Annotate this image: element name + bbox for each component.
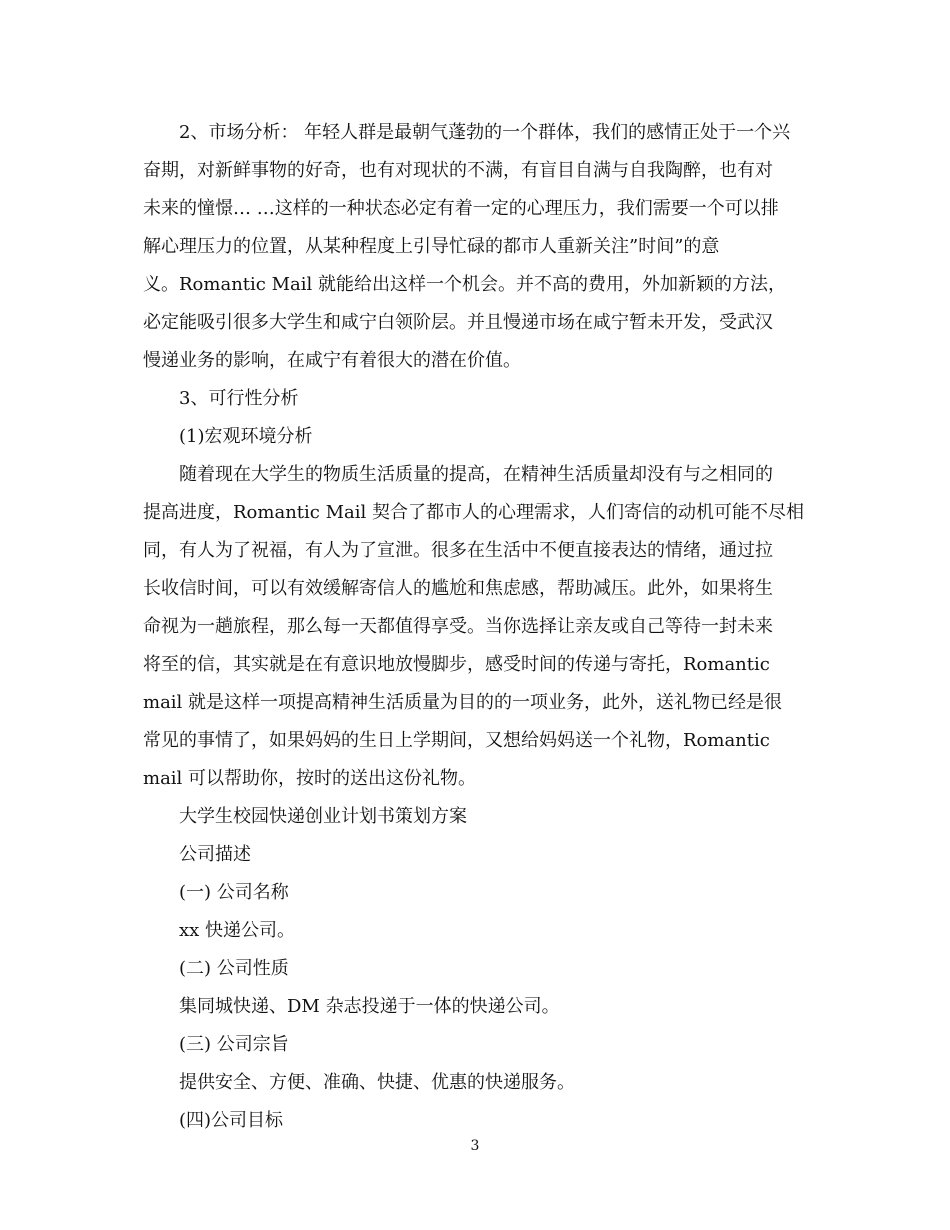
document-body bbox=[143, 114, 809, 1140]
text-line: 3、可行性分析 bbox=[179, 388, 299, 409]
text-line: 必定能吸引很多大学生和咸宁白领阶层。并且慢递市场在咸宁暂未开发，受武汉 bbox=[143, 312, 773, 333]
text-line: 长收信时间，可以有效缓解寄信人的尴尬和焦虑感，帮助减压。此外，如果将生 bbox=[143, 578, 773, 599]
paragraph bbox=[143, 114, 809, 380]
text-line: 将至的信，其实就是在有意识地放慢脚步，感受时间的传递与寄托，Romantic bbox=[143, 654, 770, 675]
text-line: (三) 公司宗旨 bbox=[179, 1034, 289, 1055]
text-line: mail 可以帮助你，按时的送出这份礼物。 bbox=[143, 768, 477, 789]
text-line: 大学生校园快递创业计划书策划方案 bbox=[179, 806, 467, 827]
paragraph bbox=[143, 418, 809, 456]
text-line: 提高进度，Romantic Mail 契合了都市人的心理需求，人们寄信的动机可能不尽相 bbox=[143, 502, 804, 523]
paragraph bbox=[143, 1102, 809, 1140]
paragraph bbox=[143, 874, 809, 912]
text-line: 提供安全、方便、准确、快捷、优惠的快递服务。 bbox=[179, 1072, 575, 1093]
text-line: (四)公司目标 bbox=[179, 1110, 284, 1131]
text-line: 慢递业务的影响，在咸宁有着很大的潜在价值。 bbox=[143, 350, 521, 371]
paragraph bbox=[143, 1064, 809, 1102]
paragraph bbox=[143, 456, 809, 798]
text-line: 同，有人为了祝福，有人为了宣泄。很多在生活中不便直接表达的情绪，通过拉 bbox=[143, 540, 773, 561]
text-line: 集同城快递、DM 杂志投递于一体的快递公司。 bbox=[179, 996, 560, 1017]
text-line: 2、市场分析： 年轻人群是最朝气蓬勃的一个群体，我们的感情正处于一个兴 bbox=[179, 122, 791, 143]
paragraph bbox=[143, 836, 809, 874]
paragraph bbox=[143, 1026, 809, 1064]
text-line: 奋期，对新鲜事物的好奇，也有对现状的不满，有盲目自满与自我陶醉，也有对 bbox=[143, 160, 773, 181]
text-line: 未来的憧憬… …这样的一种状态必定有着一定的心理压力，我们需要一个可以排 bbox=[143, 198, 779, 219]
text-line: 常见的事情了，如果妈妈的生日上学期间，又想给妈妈送一个礼物，Romantic bbox=[143, 730, 770, 751]
text-line: 公司描述 bbox=[179, 844, 251, 865]
text-line: (一) 公司名称 bbox=[179, 882, 289, 903]
text-line: 随着现在大学生的物质生活质量的提高，在精神生活质量却没有与之相同的 bbox=[179, 464, 773, 485]
page-number: 3 bbox=[470, 1138, 480, 1154]
paragraph bbox=[143, 950, 809, 988]
paragraph bbox=[143, 988, 809, 1026]
text-line: (1)宏观环境分析 bbox=[179, 426, 313, 447]
text-line: 义。Romantic Mail 就能给出这样一个机会。并不高的费用，外加新颖的方法， bbox=[143, 274, 786, 295]
paragraph bbox=[143, 380, 809, 418]
text-line: xx 快递公司。 bbox=[179, 920, 296, 941]
paragraph bbox=[143, 912, 809, 950]
paragraph bbox=[143, 798, 809, 836]
text-line: 解心理压力的位置，从某种程度上引导忙碌的都市人重新关注”时间”的意 bbox=[143, 236, 720, 257]
text-line: mail 就是这样一项提高精神生活质量为目的的一项业务，此外，送礼物已经是很 bbox=[143, 692, 783, 713]
text-line: 命视为一趟旅程，那么每一天都值得享受。当你选择让亲友或自己等待一封未来 bbox=[143, 616, 773, 637]
text-line: (二) 公司性质 bbox=[179, 958, 289, 979]
